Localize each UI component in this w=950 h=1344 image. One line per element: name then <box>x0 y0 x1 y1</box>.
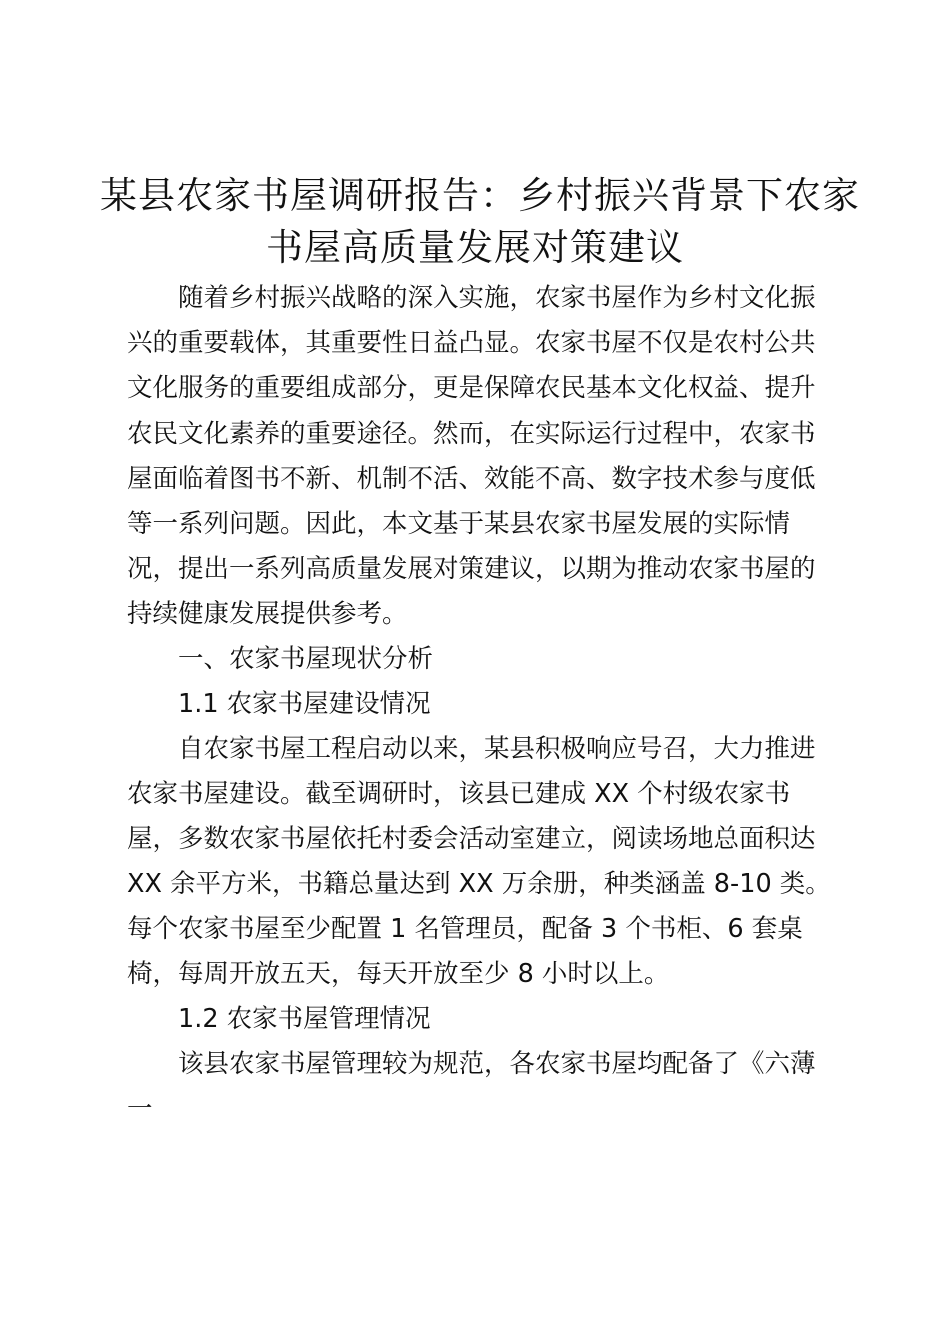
document-title-line-2: 书屋高质量发展对策建议 <box>266 226 684 269</box>
document-title-line-1: 某县农家书屋调研报告：乡村振兴背景下农家 <box>100 174 860 217</box>
intro-line: 况，提出一系列高质量发展对策建议，以期为推动农家书屋的 <box>127 554 816 584</box>
section-heading: 一、农家书屋现状分析 <box>178 644 434 674</box>
intro-line: 持续健康发展提供参考。 <box>127 599 408 629</box>
intro-line: 随着乡村振兴战略的深入实施，农家书屋作为乡村文化振 <box>178 283 816 313</box>
body-line: 椅，每周开放五天，每天开放至少 8 小时以上。 <box>127 959 670 989</box>
body-line: 该县农家书屋管理较为规范，各农家书屋均配备了《六薄 <box>178 1049 816 1079</box>
subsection-heading: 1.2 农家书屋管理情况 <box>178 1004 431 1034</box>
intro-line: 屋面临着图书不新、机制不活、效能不高、数字技术参与度低 <box>127 464 816 494</box>
intro-line: 兴的重要载体，其重要性日益凸显。农家书屋不仅是农村公共 <box>127 328 816 358</box>
intro-line: 等一系列问题。因此，本文基于某县农家书屋发展的实际情 <box>127 509 791 539</box>
subsection-heading: 1.1 农家书屋建设情况 <box>178 689 431 719</box>
intro-line: 文化服务的重要组成部分，更是保障农民基本文化权益、提升 <box>127 373 816 403</box>
body-line: 农家书屋建设。截至调研时，该县已建成 XX 个村级农家书 <box>127 779 791 809</box>
body-line: 一 <box>127 1094 153 1124</box>
body-line: XX 余平方米，书籍总量达到 XX 万余册，种类涵盖 8-10 类。 <box>127 869 831 899</box>
body-line: 屋，多数农家书屋依托村委会活动室建立，阅读场地总面积达 <box>127 824 816 854</box>
body-line: 每个农家书屋至少配置 1 名管理员，配备 3 个书柜、6 套桌 <box>127 914 803 944</box>
intro-line: 农民文化素养的重要途径。然而，在实际运行过程中，农家书 <box>127 419 816 449</box>
body-line: 自农家书屋工程启动以来，某县积极响应号召，大力推进 <box>178 734 816 764</box>
